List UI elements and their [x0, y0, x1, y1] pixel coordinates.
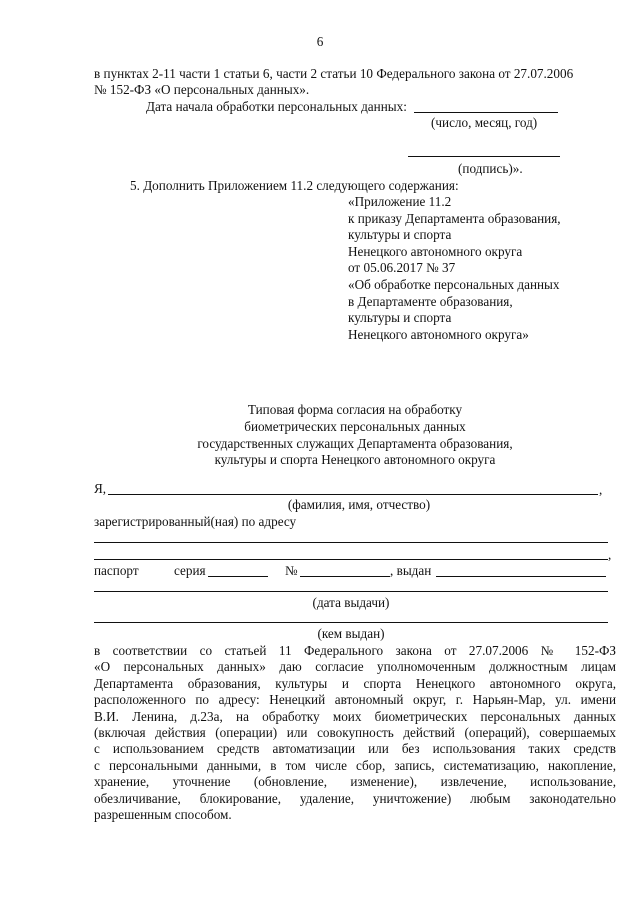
- form-title: [90, 402, 620, 469]
- consent-line: обезличивание, блокирование, удаление, уничтожение) любым законодательно: [94, 790, 616, 806]
- signature-caption: (подпись)».: [458, 161, 523, 176]
- page-number: 6: [316, 34, 324, 49]
- consent-line: с использованием средств автоматизации или без использования таких средств: [94, 741, 616, 757]
- consent-last-line: разрешенным способом.: [94, 807, 232, 823]
- i-label: Я,: [94, 481, 107, 496]
- issued-field[interactable]: [436, 576, 606, 577]
- consent-line: (включая действия (операции) или совокупность действий (операций), совершаемых: [94, 725, 616, 741]
- appendix-line: «Приложение 11.2: [348, 194, 452, 209]
- consent-line: Департамента образования, культуры и спорта Ненецкого автономного округа,: [94, 675, 616, 691]
- fio-caption: (фамилия, имя, отчество): [287, 497, 431, 512]
- appendix-line: культуры и спорта: [348, 227, 452, 243]
- date-caption: (число, месяц, год): [431, 115, 538, 130]
- form-title-line: биометрических персональных данных: [244, 418, 466, 434]
- form-title-line: государственных служащих Департамента образования,: [197, 435, 513, 451]
- issued-by-caption: (кем выдан): [317, 626, 385, 641]
- registered-label: зарегистрированный(ная) по адресу: [94, 514, 297, 529]
- start-date-field[interactable]: [414, 112, 558, 113]
- appendix-line: «Об обработке персональных данных: [348, 276, 560, 292]
- consent-line: В.И. Ленина, д.23а, на обработку моих биометрических персональных данных: [94, 708, 616, 724]
- fio-comma: ,: [599, 482, 603, 497]
- passport-label: паспорт: [94, 563, 139, 578]
- start-date-label: Дата начала обработки персональных данных:: [146, 99, 407, 114]
- number-label: №: [285, 563, 298, 578]
- address-line-1[interactable]: [94, 542, 608, 543]
- intro-line-2: № 152-ФЗ «О персональных данных».: [94, 82, 310, 97]
- issue-date-field[interactable]: [94, 591, 608, 592]
- item-5: 5. Дополнить Приложением 11.2 следующего содержания:: [130, 178, 459, 193]
- appendix-line: в Департаменте образования,: [348, 293, 513, 309]
- signature-field[interactable]: [408, 156, 560, 157]
- address-line-2[interactable]: [94, 559, 608, 560]
- appendix-line: Ненецкого автономного округа»: [348, 326, 529, 342]
- consent-line: «О персональных данных» даю согласие уполномоченным должностным лицам: [94, 659, 616, 675]
- fio-field[interactable]: [108, 494, 598, 495]
- consent-paragraph: [94, 643, 616, 823]
- appendix-line: культуры и спорта: [348, 310, 452, 326]
- appendix-line: к приказу Департамента образования,: [348, 210, 561, 226]
- issued-label: , выдан: [390, 563, 432, 578]
- series-field[interactable]: [208, 576, 268, 577]
- address-comma: ,: [608, 547, 612, 562]
- appendix-block: [348, 194, 561, 343]
- appendix-line: от 05.06.2017 № 37: [348, 260, 456, 276]
- series-label: серия: [174, 563, 206, 578]
- consent-line: в соответствии со статьей 11 Федерального закона от 27.07.2006 № 152-ФЗ: [94, 643, 616, 658]
- form-title-line: Типовая форма согласия на обработку: [247, 402, 463, 417]
- appendix-line: Ненецкого автономного округа: [348, 243, 523, 259]
- consent-line: расположенного по адресу: Ненецкий автономный округ, г. Нарьян-Мар, ул. имени: [94, 692, 616, 708]
- number-field[interactable]: [300, 576, 390, 577]
- issued-by-field[interactable]: [94, 622, 608, 623]
- form-title-line: культуры и спорта Ненецкого автономного округа: [214, 452, 496, 468]
- consent-line: с персональными данными, в том числе сбор, запись, систематизацию, накопление,: [94, 757, 616, 773]
- intro-line-1: в пунктах 2-11 части 1 статьи 6, части 2 статьи 10 Федерального закона от 27.07.2006: [94, 66, 574, 81]
- issue-date-caption: (дата выдачи): [312, 595, 390, 610]
- consent-line: хранение, уточнение (обновление, изменение), извлечение, использование,: [94, 774, 616, 790]
